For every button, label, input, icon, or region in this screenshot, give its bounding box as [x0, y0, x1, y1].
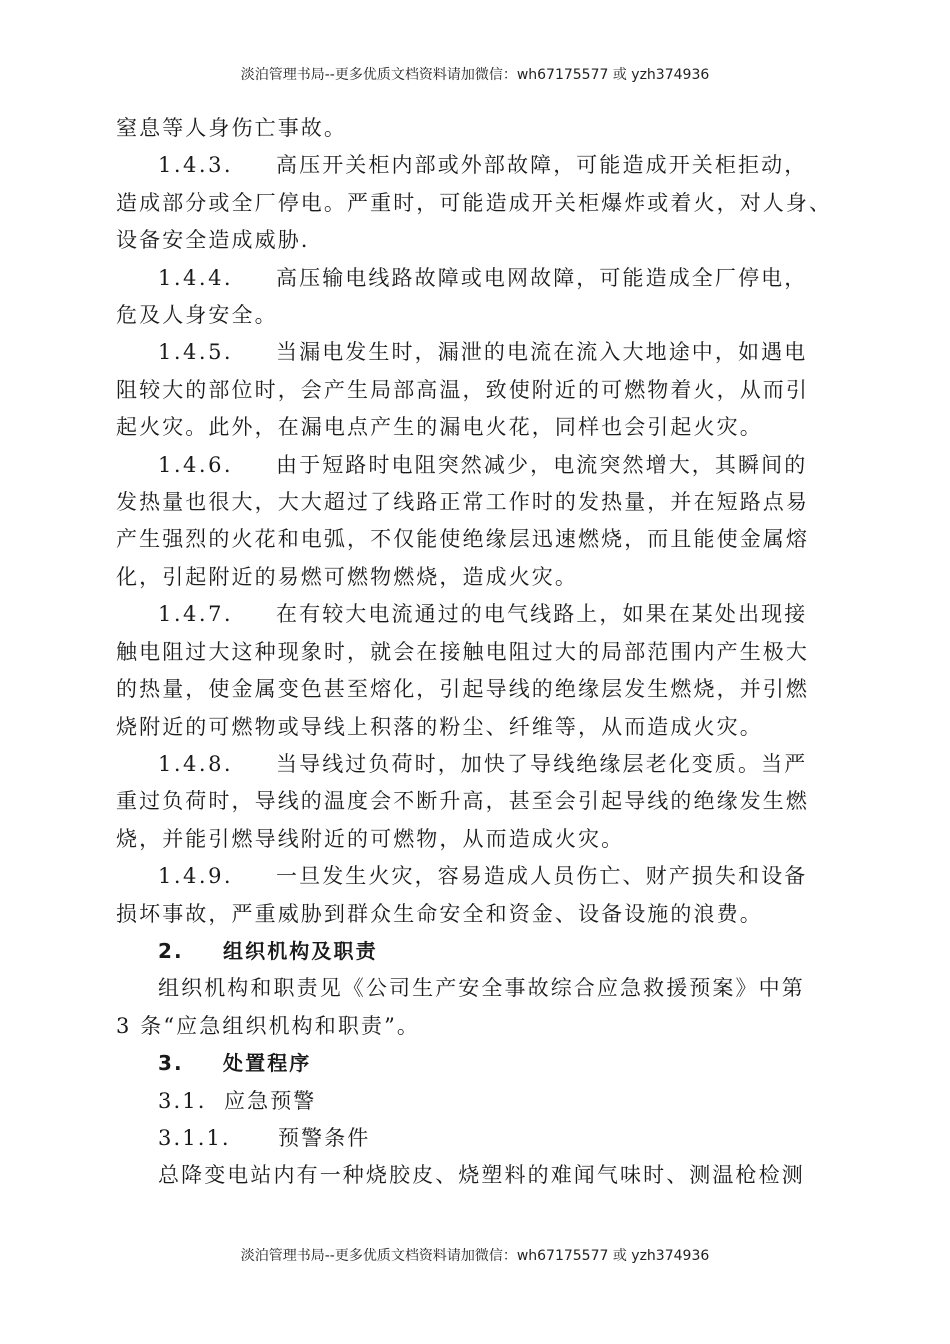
item-text: 由于短路时电阻突然减少，电流突然增大，其瞬间的: [276, 452, 808, 477]
item-number: 1.4.5.: [158, 340, 234, 365]
subsection-3-1-1: [116, 1120, 834, 1157]
section-2-text: 组织机构和职责见《公司生产安全事故综合应急救援预案》中第: [158, 976, 805, 1001]
item-1-4-7: [116, 596, 834, 746]
item-text: 高压开关柜内部或外部故障，可能造成开关柜拒动，: [276, 153, 808, 178]
paragraph-last: 总降变电站内有一种烧胶皮、烧塑料的难闻气味时、测温枪检测: [158, 1163, 805, 1188]
subsection-3-1: [116, 1083, 834, 1120]
section-number: 2.: [158, 938, 184, 963]
item-text-line: 的热量，使金属变色甚至熔化，引起导线的绝缘层发生燃烧，并引燃: [116, 677, 809, 702]
item-text: 高压输电线路故障或电网故障，可能造成全厂停电，: [276, 265, 808, 290]
item-text-line: 重过负荷时，导线的温度会不断升高，甚至会引起导线的绝缘发生燃: [116, 789, 809, 814]
item-number: 1.4.6.: [158, 452, 234, 477]
item-1-4-8: [116, 746, 834, 858]
item-text-line: 造成部分或全厂停电。严重时，可能造成开关柜爆炸或着火，对人身、: [116, 190, 833, 215]
item-number: 1.4.3.: [158, 153, 234, 178]
item-1-4-3: [116, 147, 834, 259]
section-2-text-line: 3 条“应急组织机构和职责”。: [116, 1013, 421, 1038]
item-number: 1.4.7.: [158, 602, 234, 627]
section-number: 3.: [158, 1051, 184, 1076]
item-text-line: 烧附近的可燃物或导线上积落的粉尘、纤维等，从而造成火灾。: [116, 714, 763, 739]
subsection-title: 预警条件: [278, 1125, 371, 1150]
item-number: 1.4.4.: [158, 265, 234, 290]
item-text-line: 危及人身安全。: [116, 303, 278, 328]
item-text-line: 触电阻过大这种现象时，就会在接触电阻过大的局部范围内产生极大: [116, 639, 809, 664]
item-text: 一旦发生火灾，容易造成人员伤亡、财产损失和设备: [276, 864, 808, 889]
section-heading-3: [116, 1045, 834, 1082]
document-body: [116, 110, 834, 1195]
item-text-line: 发热量也很大，大大超过了线路正常工作时的发热量，并在短路点易: [116, 490, 809, 515]
section-heading-2: [116, 933, 834, 970]
item-text: 当导线过负荷时，加快了导线绝缘层老化变质。当严: [276, 751, 808, 776]
item-text-line: 损坏事故，严重威胁到群众生命安全和资金、设备设施的浪费。: [116, 901, 763, 926]
item-1-4-6: [116, 447, 834, 597]
item-text-line: 烧，并能引燃导线附近的可燃物，从而造成火灾。: [116, 826, 625, 851]
subsection-number: 3.1.1.: [158, 1125, 231, 1150]
section-title: 组织机构及职责: [223, 938, 378, 963]
page-footer: 淡泊管理书局--更多优质文档资料请加微信：wh67175577 或 yzh374936: [240, 1248, 710, 1264]
item-text-line: 阻较大的部位时，会产生局部高温，致使附近的可燃物着火，从而引: [116, 377, 809, 402]
subsection-number: 3.1.: [158, 1088, 207, 1113]
item-1-4-5: [116, 334, 834, 446]
item-text: 在有较大电流通过的电气线路上，如果在某处出现接: [276, 602, 808, 627]
item-1-4-4: [116, 260, 834, 335]
page-header: 淡泊管理书局--更多优质文档资料请加微信：wh67175577 或 yzh374936: [240, 67, 710, 83]
paragraph-lead: 窒息等人身伤亡事故。: [116, 116, 347, 140]
item-text-line: 起火灾。此外，在漏电点产生的漏电火花，同样也会引起火灾。: [116, 415, 763, 440]
item-number: 1.4.8.: [158, 751, 234, 776]
subsection-title: 应急预警: [224, 1088, 317, 1113]
item-text-line: 化，引起附近的易燃可燃物燃烧，造成火灾。: [116, 564, 578, 589]
item-text-line: 产生强烈的火花和电弧，不仅能使绝缘层迅速燃烧，而且能使金属熔: [116, 527, 809, 552]
item-text: 当漏电发生时，漏泄的电流在流入大地途中，如遇电: [276, 340, 808, 365]
item-number: 1.4.9.: [158, 864, 234, 889]
item-text-line: 设备安全造成威胁.: [116, 228, 310, 253]
item-1-4-9: [116, 858, 834, 933]
section-title: 处置程序: [223, 1051, 312, 1076]
